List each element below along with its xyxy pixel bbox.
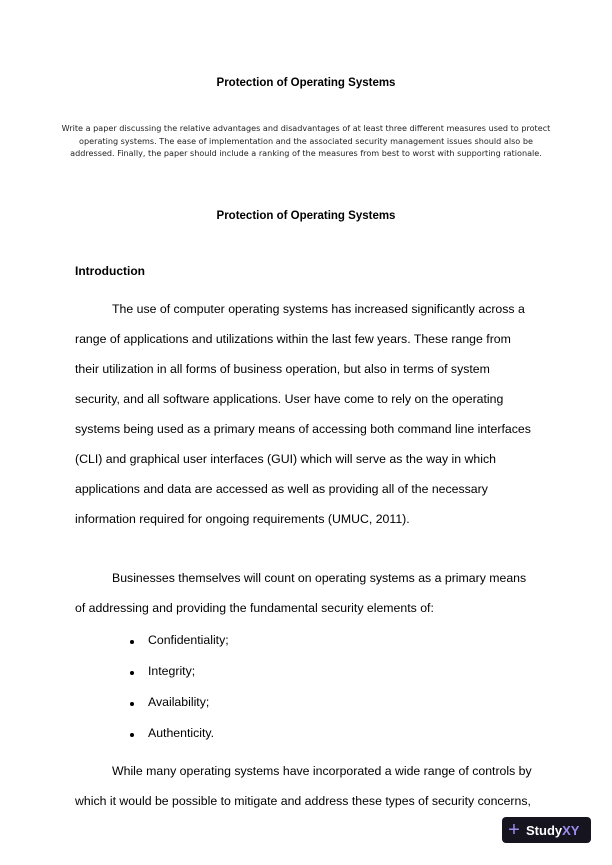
- paragraph-line: of addressing and providing the fundamental security elements of:: [75, 601, 434, 615]
- assignment-prompt: Write a paper discussing the relative advantages and disadvantages of at least three different measures used to protect operating systems. The ease of implementation and the associated security management issues should also be addressed. Finally, the paper should include a ranking of the measures from best to worst with supporting rationale.: [61, 123, 551, 159]
- paragraph-line: their utilization in all forms of business operation, but also in terms of system: [75, 362, 490, 376]
- paragraph-line: The use of computer operating systems has increased significantly across a: [112, 302, 525, 316]
- bullet-icon: [130, 640, 134, 644]
- bullet-item: Confidentiality;: [148, 633, 229, 647]
- paragraph-line: (CLI) and graphical user interfaces (GUI) which will serve as the way in which: [75, 452, 496, 466]
- paragraph-line: Businesses themselves will count on operating systems as a primary means: [112, 571, 527, 585]
- paragraph-line: While many operating systems have incorporated a wide range of controls by: [112, 764, 532, 778]
- paragraph-line: range of applications and utilizations within the last few years. These range from: [75, 332, 511, 346]
- section-heading: Introduction: [75, 264, 145, 278]
- bullet-icon: [130, 671, 134, 675]
- bullet-item: Authenticity.: [148, 726, 215, 740]
- paragraph-line: security, and all software applications. User have come to rely on the operating: [75, 392, 504, 406]
- studyxy-logo[interactable]: [502, 817, 591, 843]
- logo-text: Study: [526, 822, 563, 838]
- logo-text-accent: XY: [562, 822, 580, 838]
- bullet-icon: [130, 733, 134, 737]
- paragraph-line: applications and data are accessed as well as providing all of the necessary: [75, 482, 488, 496]
- paragraph-line: information required for ongoing requirements (UMUC, 2011).: [75, 512, 410, 526]
- bullet-item: Availability;: [148, 695, 210, 709]
- paper-title: Protection of Operating Systems: [216, 210, 396, 222]
- paragraph-line: which it would be possible to mitigate and address these types of security concerns,: [75, 794, 531, 808]
- bullet-item: Integrity;: [148, 664, 196, 678]
- paragraph-line: systems being used as a primary means of accessing both command line interfaces: [75, 422, 531, 436]
- document-title: Protection of Operating Systems: [216, 77, 396, 89]
- bullet-icon: [130, 702, 134, 706]
- plus-icon: +: [508, 819, 520, 841]
